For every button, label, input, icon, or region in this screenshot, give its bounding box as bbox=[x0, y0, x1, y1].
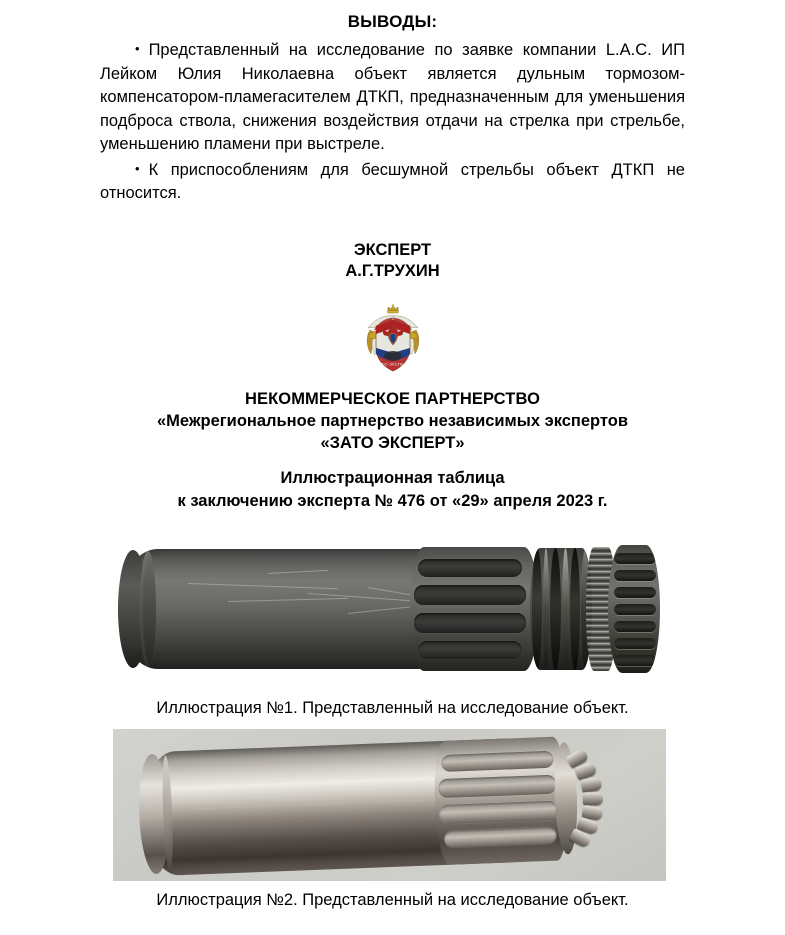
conclusion-item-2 bbox=[100, 157, 685, 206]
device-muzzle-rim bbox=[140, 551, 156, 667]
muzzle-device-dark bbox=[118, 543, 658, 675]
figure-1 bbox=[100, 529, 685, 718]
expert-role: ЭКСПЕРТ bbox=[353, 240, 432, 259]
document-heading bbox=[100, 467, 685, 513]
conclusion-item-1 bbox=[100, 37, 685, 157]
org-line-2: «Межрегиональное партнерство независимых экспертов bbox=[156, 411, 629, 430]
org-line-3: «ЗАТО ЭКСПЕРТ» bbox=[320, 433, 465, 452]
illustration-2-caption: Иллюстрация №2. Представленный на исследование объект. bbox=[156, 890, 629, 909]
device-rear-section bbox=[608, 545, 660, 673]
emblem-container bbox=[100, 304, 685, 376]
illustration-1-photo bbox=[100, 529, 685, 689]
illustration-1-caption: Иллюстрация №1. Представленный на исследование объект. bbox=[156, 698, 629, 717]
doc-line-2: к заключению эксперта № 476 от «29» апреля 2023 г. bbox=[177, 491, 608, 510]
conclusions-section bbox=[100, 0, 685, 206]
expert-name: А.Г.ТРУХИН bbox=[345, 261, 440, 280]
muzzle-device-polished bbox=[141, 733, 640, 876]
illustration-2-photo bbox=[113, 729, 666, 881]
svg-text:ЗАТО ЭКСПЕРТ: ЗАТО ЭКСПЕРТ bbox=[375, 361, 410, 366]
zato-expert-emblem-icon bbox=[362, 304, 424, 376]
organization-heading bbox=[100, 388, 685, 454]
conclusions-title: ВЫВОДЫ: bbox=[347, 12, 438, 31]
conclusion-item-1-text: Представленный на исследование по заявке компании L.A.C. ИП Лейком Юлия Николаевна объект является дульным тормозом-компенсатором-пламегасителем ДТКП, предназначенным для уменьшения подброса ствола, снижения воздействия отдачи на стрелка при стрельбе, уменьшению пламени при выстреле. bbox=[100, 41, 685, 153]
device-toothed-crown bbox=[565, 750, 614, 844]
org-line-1: НЕКОММЕРЧЕСКОЕ ПАРТНЕРСТВО bbox=[244, 389, 540, 408]
bullet-glyph-2: • bbox=[135, 160, 140, 176]
doc-line-1: Иллюстрационная таблица bbox=[280, 468, 505, 487]
conclusion-item-2-text: К приспособлениям для бесшумной стрельбы объект ДТКП не относится. bbox=[100, 160, 685, 202]
figure-2 bbox=[100, 729, 685, 910]
bullet-glyph-1: • bbox=[135, 41, 140, 56]
device-ring-group bbox=[530, 548, 592, 670]
signature-block bbox=[100, 240, 685, 282]
